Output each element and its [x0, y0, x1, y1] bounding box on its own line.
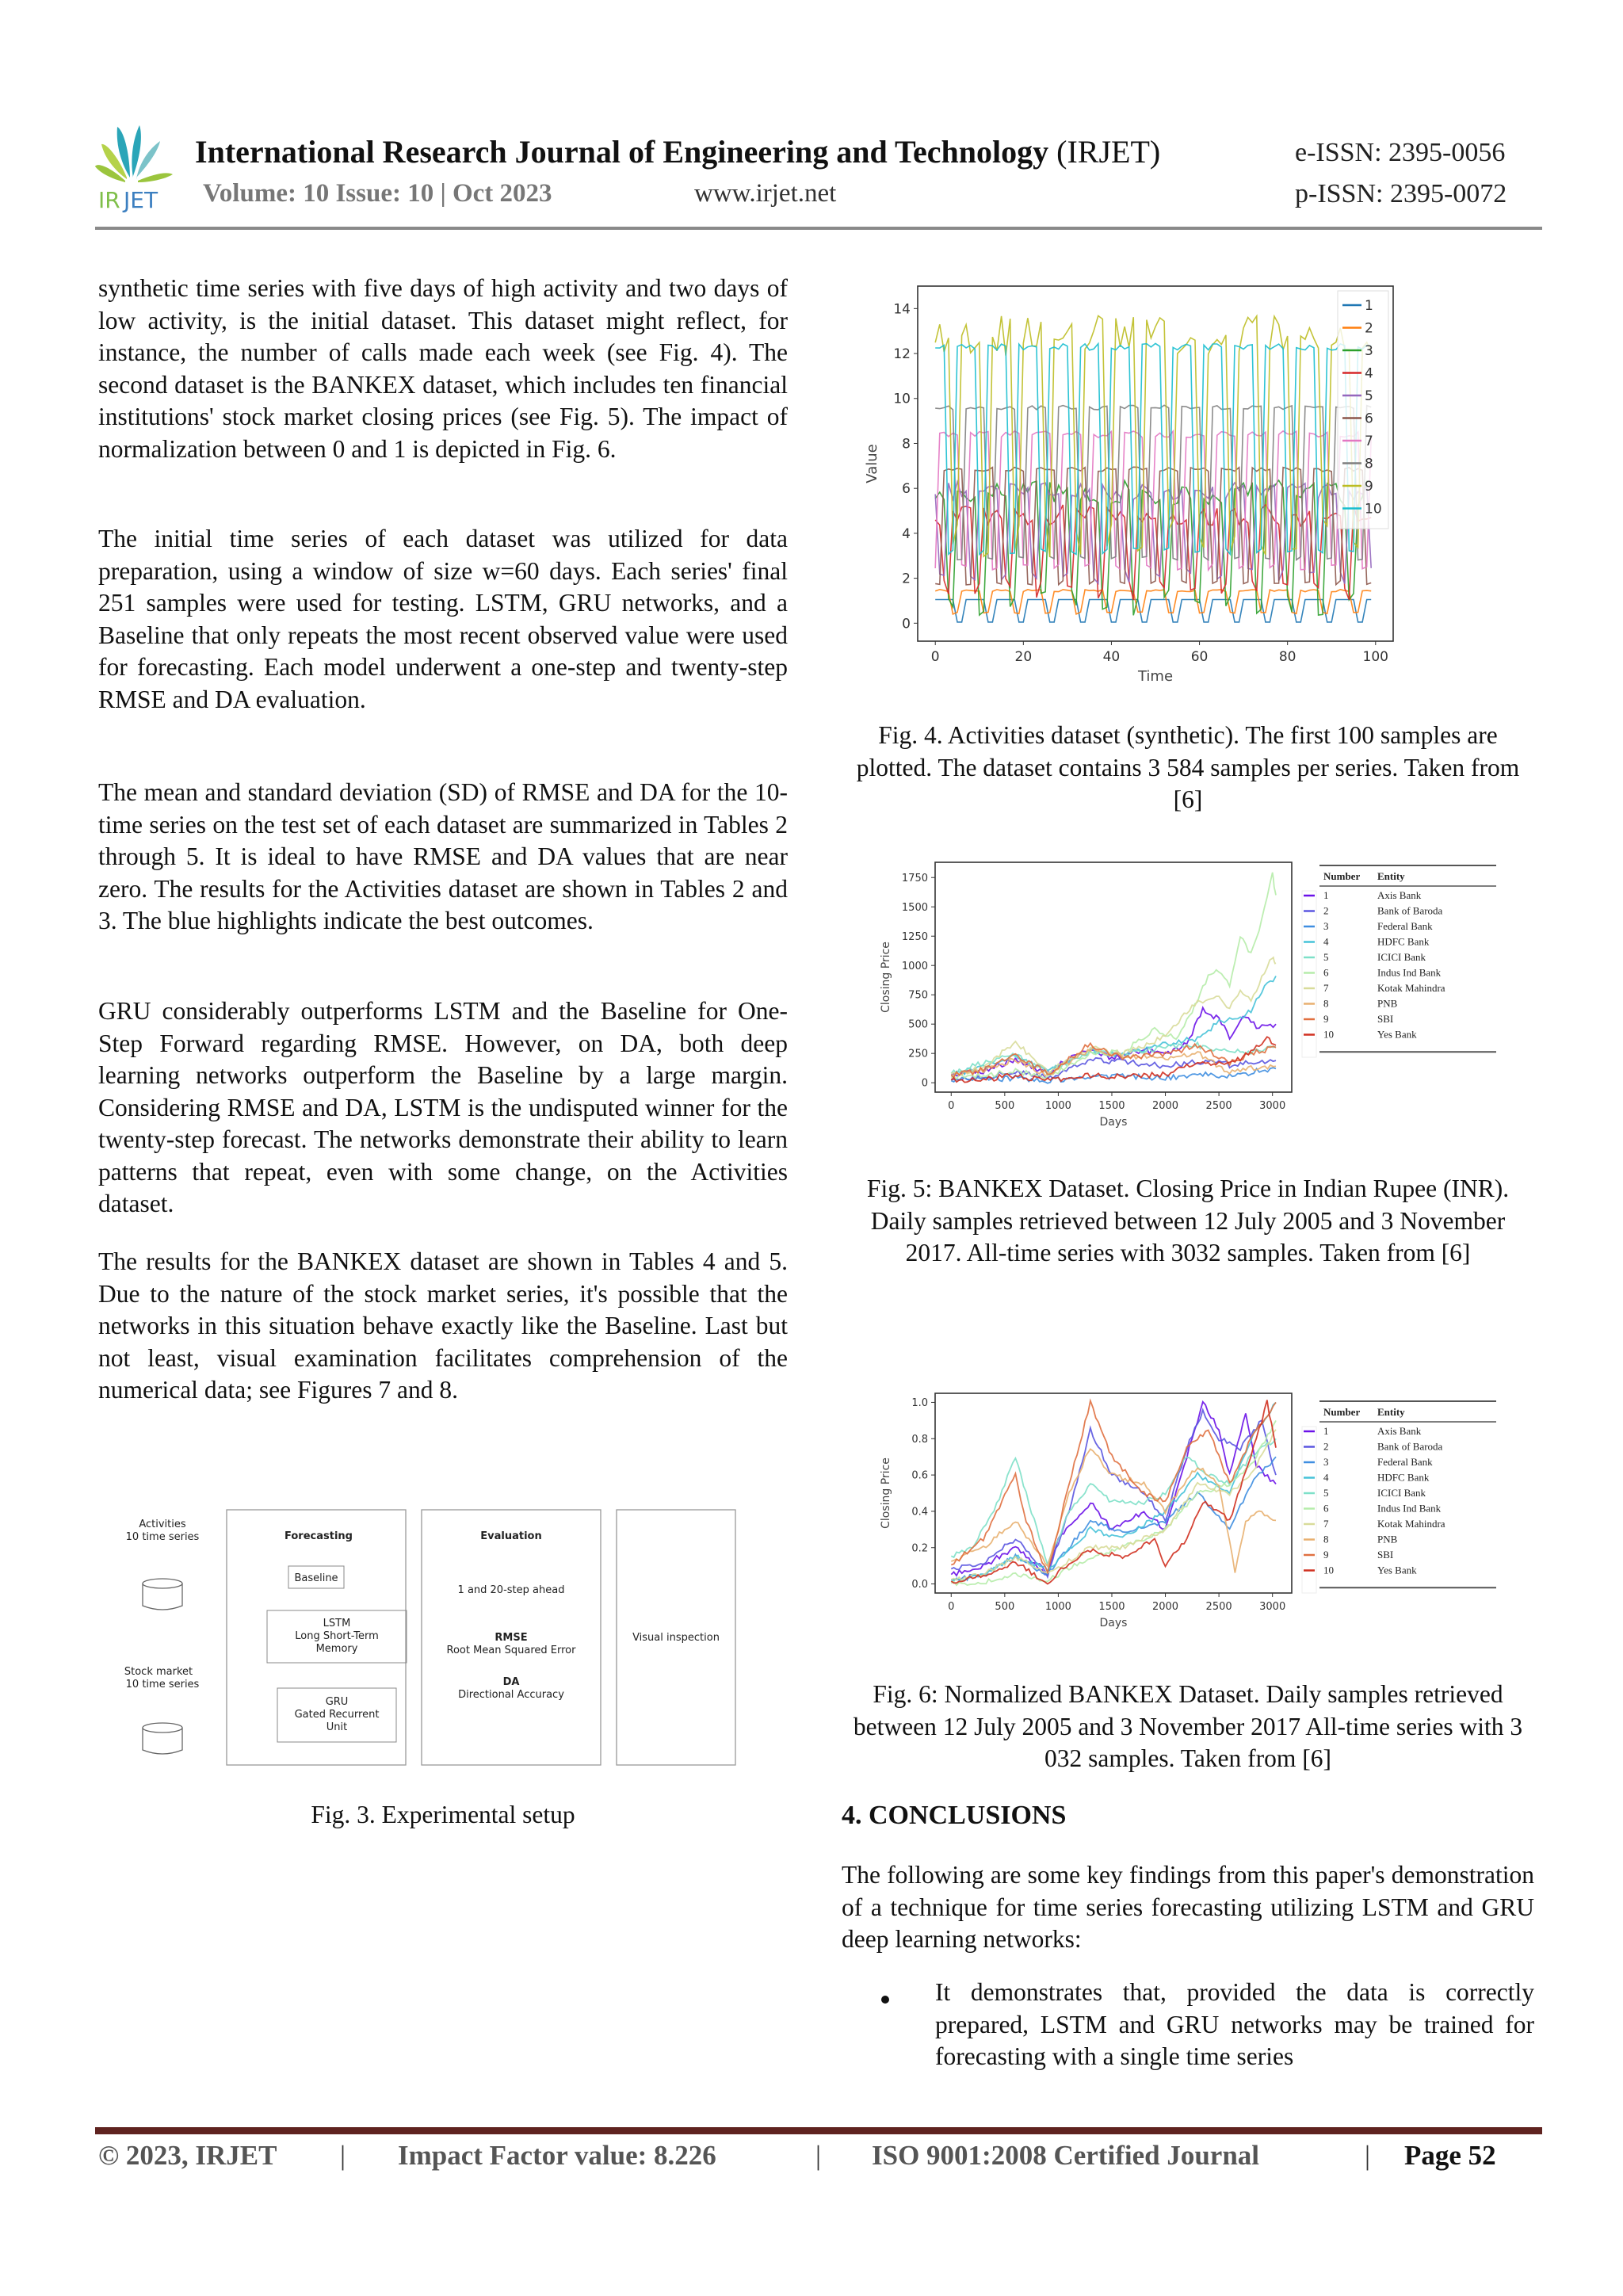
visual-inspection-label: Visual inspection: [632, 1632, 720, 1644]
legend-label: 10: [1365, 501, 1382, 518]
journal-abbrev: (IRJET): [1056, 134, 1161, 170]
legend-entity: Axis Bank: [1377, 1425, 1422, 1437]
x-tick-label: 1000: [1044, 1100, 1071, 1112]
volume-issue: Volume: 10 Issue: 10 | Oct 2023: [203, 179, 552, 208]
dataset-label: 10 time series: [125, 1531, 200, 1543]
y-tick-label: 0: [921, 1077, 928, 1090]
legend-entity: Kotak Mahindra: [1377, 1518, 1445, 1530]
logo-text-jet: JET: [124, 187, 158, 212]
lstm-label: Memory: [315, 1643, 358, 1655]
database-icon: [143, 1723, 182, 1754]
legend-entity: ICICI Bank: [1377, 951, 1426, 963]
legend-entity: PNB: [1377, 1533, 1398, 1545]
pissn: p-ISSN: 2395-0072: [1295, 179, 1507, 208]
y-tick-label: 6: [902, 481, 911, 498]
legend-entity: Axis Bank: [1377, 889, 1422, 901]
figure-caption: Fig. 5: BANKEX Dataset. Closing Price in Indian Rupee (INR). Daily samples retrieved between 12 July 2005 and 3 November 2017. All-time series with 3032 samples. Taken from [6]: [866, 1175, 1510, 1266]
y-axis-label: Closing Price: [880, 1457, 892, 1529]
legend-box: [1302, 1427, 1316, 1593]
legend-entity: SBI: [1377, 1549, 1394, 1561]
legend-entity: HDFC Bank: [1377, 935, 1430, 948]
dataset-label: Activities: [139, 1519, 186, 1530]
x-tick-label: 0: [948, 1100, 955, 1112]
legend-number: 6: [1323, 966, 1329, 979]
legend-label: 5: [1365, 388, 1373, 404]
footer-separator: |: [340, 2140, 346, 2171]
x-tick-label: 1000: [1044, 1601, 1071, 1613]
legend-number: 8: [1323, 997, 1329, 1010]
legend-number: 3: [1323, 920, 1329, 932]
website-link[interactable]: www.irjet.net: [694, 179, 837, 208]
x-tick-label: 3000: [1259, 1601, 1286, 1613]
legend-label: 3: [1365, 343, 1373, 359]
footer-separator: |: [1365, 2140, 1371, 2171]
legend-entity: ICICI Bank: [1377, 1487, 1426, 1499]
da-desc: Directional Accuracy: [458, 1689, 564, 1701]
x-tick-label: 2500: [1205, 1100, 1232, 1112]
y-tick-label: 4: [902, 525, 911, 542]
x-tick-label: 500: [995, 1100, 1015, 1112]
footer-copyright: © 2023, IRJET: [98, 2140, 277, 2171]
y-tick-label: 1000: [901, 960, 928, 972]
legend-number: 9: [1323, 1013, 1329, 1025]
x-tick-label: 0: [948, 1601, 955, 1613]
x-tick-label: 2500: [1205, 1601, 1232, 1613]
lstm-label: LSTM: [323, 1618, 351, 1629]
x-tick-label: 100: [1362, 649, 1389, 665]
forecasting-title: Forecasting: [285, 1530, 353, 1542]
legend-box: [1302, 891, 1316, 1057]
y-tick-label: 1750: [901, 872, 928, 884]
x-tick-label: 40: [1102, 649, 1121, 665]
footer-impact-factor: Impact Factor value: 8.226: [398, 2140, 716, 2171]
y-axis-label: Closing Price: [880, 942, 892, 1013]
legend-label: 1: [1365, 298, 1373, 314]
legend-number: 5: [1323, 1487, 1329, 1499]
baseline-label: Baseline: [294, 1572, 338, 1584]
legend-number: 7: [1323, 982, 1329, 994]
x-axis-label: Time: [1137, 668, 1174, 685]
footer-page-number: Page 52: [1404, 2140, 1496, 2171]
footer-divider: [95, 2127, 1542, 2134]
legend-number: 6: [1323, 1502, 1329, 1515]
legend-label: 2: [1365, 320, 1373, 337]
legend-number: 1: [1323, 1425, 1329, 1437]
legend-header-entity: Entity: [1377, 870, 1405, 882]
legend-header-entity: Entity: [1377, 1406, 1405, 1418]
x-tick-label: 3000: [1259, 1100, 1286, 1112]
legend-number: 4: [1323, 935, 1329, 948]
figure-caption: Fig. 4. Activities dataset (synthetic). The first 100 samples are plotted. The dataset contains 3 584 samples per series. Taken from [6]: [856, 721, 1520, 813]
legend-number: 2: [1323, 904, 1329, 917]
journal-title-text: International Research Journal of Engineering and Technology: [195, 134, 1049, 170]
legend-number: 4: [1323, 1471, 1329, 1484]
figure-caption: Fig. 6: Normalized BANKEX Dataset. Daily samples retrieved between 12 July 2005 and 3 November 2017 All-time series with 3 032 samples. Taken from [6]: [853, 1680, 1523, 1772]
database-icon: [143, 1579, 182, 1610]
eissn: e-ISSN: 2395-0056: [1295, 138, 1506, 167]
bankex-chart: [852, 854, 1510, 1140]
evaluation-title: Evaluation: [480, 1530, 542, 1542]
y-tick-label: 750: [908, 989, 928, 1002]
x-tick-label: 1500: [1098, 1100, 1125, 1112]
legend-entity: Yes Bank: [1377, 1028, 1417, 1041]
y-tick-label: 0.2: [911, 1542, 928, 1555]
experimental-setup-diagram: [111, 1498, 745, 1767]
legend-label: 6: [1365, 411, 1373, 427]
legend-entity: Indus Ind Bank: [1377, 1502, 1442, 1515]
body-paragraph: The following are some key findings from this paper's demonstration of a technique for time series forecasting utilizing LSTM and GRU deep learning networks:: [842, 1861, 1534, 1953]
legend-header-number: Number: [1323, 870, 1361, 882]
figure-caption: Fig. 3. Experimental setup: [311, 1801, 575, 1828]
rmse-desc: Root Mean Squared Error: [446, 1645, 576, 1656]
da-title: DA: [502, 1676, 520, 1688]
legend-header-number: Number: [1323, 1406, 1361, 1418]
logo-text-ir: IR: [98, 187, 120, 212]
x-tick-label: 500: [995, 1601, 1015, 1613]
y-axis-label: Value: [864, 444, 880, 483]
activities-chart: [856, 273, 1458, 686]
legend-number: 8: [1323, 1533, 1329, 1545]
y-tick-label: 1500: [901, 901, 928, 914]
y-tick-label: 250: [908, 1048, 928, 1060]
gru-label: Unit: [326, 1721, 348, 1733]
legend-label: 4: [1365, 365, 1373, 382]
y-tick-label: 12: [893, 346, 911, 363]
lstm-label: Long Short-Term: [295, 1630, 379, 1642]
dataset-label: 10 time series: [125, 1679, 200, 1690]
legend-entity: Federal Bank: [1377, 1456, 1433, 1468]
y-tick-label: 2: [902, 571, 911, 587]
rmse-title: RMSE: [495, 1632, 528, 1644]
legend-number: 7: [1323, 1518, 1329, 1530]
bullet-item: It demonstrates that, provided the data is correctly prepared, LSTM and GRU networks may be trained for forecasting with a single time series: [935, 1978, 1534, 2070]
y-tick-label: 500: [908, 1018, 928, 1031]
x-tick-label: 80: [1278, 649, 1296, 665]
legend-entity: HDFC Bank: [1377, 1471, 1430, 1484]
x-tick-label: 2000: [1151, 1100, 1179, 1112]
gru-label: GRU: [325, 1696, 349, 1708]
dataset-label: Stock market: [124, 1666, 193, 1678]
y-tick-label: 8: [902, 436, 911, 453]
y-tick-label: 0.4: [911, 1506, 928, 1519]
x-tick-label: 0: [930, 649, 940, 665]
legend-entity: Bank of Baroda: [1377, 1440, 1443, 1453]
y-tick-label: 0.6: [911, 1469, 928, 1482]
legend-box: [1338, 291, 1388, 529]
legend-entity: PNB: [1377, 997, 1398, 1010]
legend-label: 8: [1365, 456, 1373, 472]
y-tick-label: 0.0: [911, 1579, 928, 1591]
legend-entity: Federal Bank: [1377, 920, 1433, 932]
legend-number: 9: [1323, 1549, 1329, 1561]
y-tick-label: 0: [902, 616, 911, 632]
body-paragraph: The mean and standard deviation (SD) of RMSE and DA for the 10-time series on the test set of each dataset are summarized in Tables 2 through 5. It is ideal to have RMSE and DA values that are near zero. The results for the Activities dataset are shown in Tables 2 and 3. The blue highlights indicate the best outcomes.: [98, 778, 788, 934]
header-divider: [95, 227, 1542, 230]
footer-separator: |: [815, 2140, 822, 2171]
x-tick-label: 20: [1014, 649, 1033, 665]
legend-entity: Bank of Baroda: [1377, 904, 1443, 917]
body-paragraph: GRU considerably outperforms LSTM and the Baseline for One-Step Forward regarding RMSE. However, on DA, both deep learning networks outperform the Baseline by a large margin. Considering RMSE and DA, LSTM is the undisputed winner for the twenty-step forecast. The networks demonstrate their ability to learn patterns that repeat, even with some change, on the Activities dataset.: [98, 997, 788, 1217]
x-tick-label: 1500: [1098, 1601, 1125, 1613]
normalized-bankex-chart: [852, 1355, 1510, 1641]
gru-label: Gated Recurrent: [294, 1709, 380, 1721]
legend-entity: SBI: [1377, 1013, 1394, 1025]
x-tick-label: 2000: [1151, 1601, 1179, 1613]
evaluation-steps: 1 and 20-step ahead: [457, 1584, 565, 1596]
y-tick-label: 0.8: [911, 1433, 928, 1446]
legend-number: 10: [1323, 1564, 1334, 1576]
y-tick-label: 10: [893, 391, 911, 407]
x-axis-label: Days: [1099, 1116, 1128, 1129]
legend-label: 7: [1365, 434, 1373, 449]
legend-entity: Kotak Mahindra: [1377, 982, 1445, 994]
journal-title: [195, 133, 1160, 170]
bullet-icon: [881, 1996, 889, 2004]
y-tick-label: 1250: [901, 930, 928, 943]
journal-logo: [94, 119, 181, 212]
legend-entity: Indus Ind Bank: [1377, 966, 1442, 979]
legend-number: 2: [1323, 1440, 1329, 1453]
body-paragraph: synthetic time series with five days of high activity and two days of low activity, is the initial dataset. This dataset might reflect, for instance, the number of calls made each week (see Fig. 4). The second dataset is the BANKEX dataset, which includes ten financial institutions' stock market closing prices (see Fig. 5). The impact of normalization between 0 and 1 is depicted in Fig. 6.: [98, 274, 788, 463]
footer-iso: ISO 9001:2008 Certified Journal: [872, 2140, 1260, 2171]
x-axis-label: Days: [1099, 1617, 1128, 1629]
y-tick-label: 1.0: [911, 1397, 928, 1410]
body-paragraph: The results for the BANKEX dataset are shown in Tables 4 and 5. Due to the nature of the stock market series, it's possible that the networks in this situation behave exactly like the Baseline. Last but not least, visual examination facilitates comprehension of the numerical data; see Figures 7 and 8.: [98, 1247, 788, 1404]
legend-number: 1: [1323, 889, 1329, 901]
section-heading: 4. CONCLUSIONS: [842, 1801, 1067, 1830]
x-tick-label: 60: [1190, 649, 1209, 665]
body-paragraph: The initial time series of each dataset was utilized for data preparation, using a window of size w=60 days. Each series' final 251 samples were used for testing. LSTM, GRU networks, and a Baseline that only repeats the most recent observed value were used for forecasting. Each model underwent a one-step and twenty-step RMSE and DA evaluation.: [98, 525, 788, 713]
legend-number: 5: [1323, 951, 1329, 963]
legend-number: 3: [1323, 1456, 1329, 1468]
legend-entity: Yes Bank: [1377, 1564, 1417, 1576]
legend-label: 9: [1365, 479, 1373, 495]
y-tick-label: 14: [893, 301, 911, 318]
legend-number: 10: [1323, 1028, 1334, 1041]
irjet-leaf-logo-icon: [94, 119, 181, 212]
